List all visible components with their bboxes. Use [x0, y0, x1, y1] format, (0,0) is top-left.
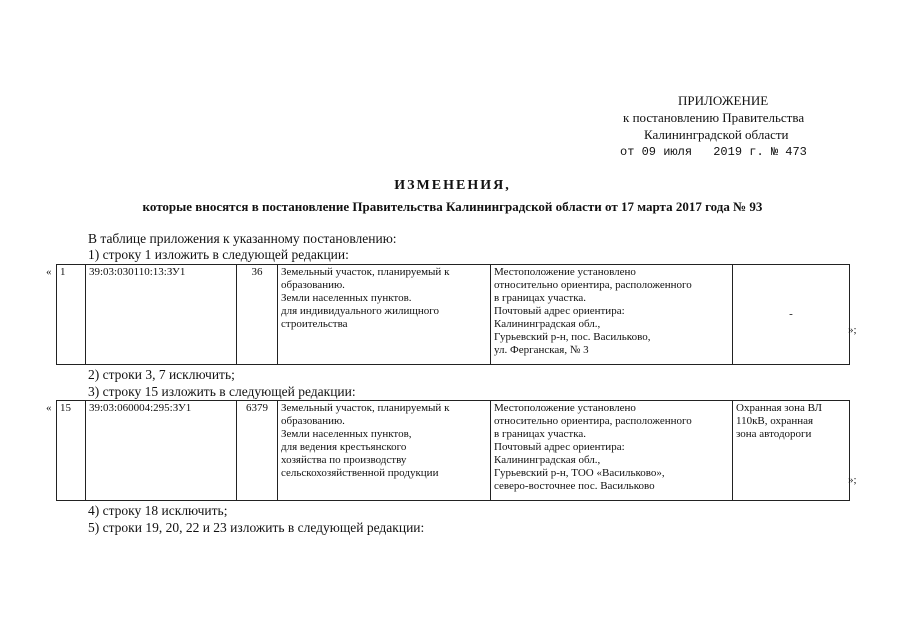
- item-2-text: 2) строки 3, 7 исключить;: [88, 367, 235, 382]
- cadastral-number: 39:03:060004:295:ЗУ1: [86, 401, 237, 501]
- item-5-text: 5) строки 19, 20, 22 и 23 изложить в следующей редакции:: [88, 520, 425, 535]
- table-open-quote: «: [46, 266, 52, 278]
- year-number: 2019 г. № 473: [713, 145, 807, 159]
- row-number: 1: [57, 265, 86, 365]
- table-close-quote: »;: [848, 474, 857, 486]
- appendix-reference-line2: Калининградской области: [644, 127, 789, 142]
- parcel-description: Земельный участок, планируемый к образованию. Земли населенных пунктов, для ведения крестьянского хозяйства по производству сельскохозяйственной продукции: [278, 401, 491, 501]
- appendix-title: ПРИЛОЖЕНИЕ: [678, 93, 769, 108]
- item-4-text: 4) строку 18 исключить;: [88, 503, 228, 518]
- table-row: [57, 401, 850, 501]
- document-subtitle: которые вносятся в постановление Правительства Калининградской области от 17 марта 2017 года № 93: [142, 199, 763, 214]
- table-open-quote: «: [46, 402, 52, 414]
- area-value: 36: [237, 265, 278, 365]
- cadastral-number: 39:03:030110:13:ЗУ1: [86, 265, 237, 365]
- row-number: 15: [57, 401, 86, 501]
- parcel-note: -: [733, 265, 850, 365]
- intro-paragraph: В таблице приложения к указанному постановлению:: [88, 231, 397, 246]
- parcel-description: Земельный участок, планируемый к образованию. Земли населенных пунктов. для индивидуального жилищного строительства: [278, 265, 491, 365]
- table-row-1: [56, 264, 850, 365]
- appendix-reference-line1: к постановлению Правительства: [623, 110, 805, 125]
- date-value: 09 июля: [641, 145, 693, 159]
- item-1-text: 1) строку 1 изложить в следующей редакции:: [88, 247, 349, 262]
- area-value: 6379: [237, 401, 278, 501]
- table-row: [57, 265, 850, 365]
- date-prefix: от: [620, 145, 635, 159]
- table-close-quote: »;: [848, 324, 857, 336]
- appendix-date-line: [620, 144, 807, 161]
- table-row-15: [56, 400, 850, 501]
- document-title: ИЗМЕНЕНИЯ,: [394, 178, 511, 193]
- item-3-text: 3) строку 15 изложить в следующей редакции:: [88, 384, 356, 399]
- parcel-location: Местоположение установлено относительно ориентира, расположенного в границах участка. Почтовый адрес ориентира: Калининградская обл., Гурьевский р-н, ТОО «Васильково», северо-восточнее пос. Васильково: [491, 401, 733, 501]
- parcel-note: Охранная зона ВЛ 110кВ, охранная зона автодороги: [733, 401, 850, 501]
- parcel-location: Местоположение установлено относительно ориентира, расположенного в границах участка. Почтовый адрес ориентира: Калининградская обл., Гурьевский р-н, пос. Васильково, ул. Ферганская, № 3: [491, 265, 733, 365]
